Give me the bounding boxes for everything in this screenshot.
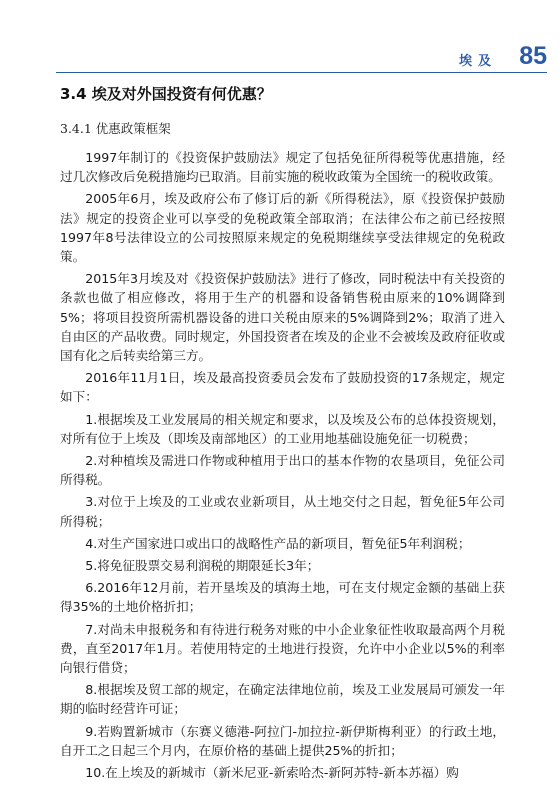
page-header [56,42,547,78]
body-text [60,148,505,785]
paragraph: 1.根据埃及工业发展局的相关规定和要求，以及埃及公布的总体投资规划，对所有位于上埃及（即埃及南部地区）的工业用地基础设施免征一切税费； [60,411,505,446]
paragraph: 6.2016年12月前，若开垦埃及的填海土地，可在支付规定金额的基础上获得35%的土地价格折扣； [60,580,505,615]
paragraph: 10.在上埃及的新城市（新米尼亚-新索哈杰-新阿苏特-新本苏福）购 [85,765,459,781]
paragraph: 3.对位于上埃及的工业或农业新项目，从土地交付之日起，暂免征5年公司所得税； [60,494,505,529]
paragraph: 4.对生产国家进口或出口的战略性产品的新项目，暂免征5年利润税； [85,535,471,551]
paragraph: 2015年3月埃及对《投资保护鼓励法》进行了修改，同时税法中有关投资的条款也做了相应修改，将用于生产的机器和设备销售税由原来的10%调降到5%；将项目投资所需机器设备的进口关税由原来的5%调降到2%；取消了进入自由区的产品收费。同时规定，外国投资者在埃及的企业不会被埃及政府征收或国有化之后转卖给第三方。 [60,271,505,364]
paragraph: 5.将免征股票交易利润税的期限延长3年； [85,558,320,574]
paragraph: 9.若购置新城市（东赛义德港-阿拉门-加拉拉-新伊斯梅利亚）的行政土地，自开工之日起三个月内，在原价格的基础上提供25%的折扣； [60,723,505,758]
subsection-title: 3.4.1 优惠政策框架 [60,121,171,136]
page-number: 85 [519,42,547,70]
paragraph: 2016年11月1日，埃及最高投资委员会发布了鼓励投资的17条规定，规定如下： [60,370,505,405]
paragraph: 2.对种植埃及需进口作物或种植用于出口的基本作物的农垦项目，免征公司所得税。 [60,453,505,488]
paragraph: 2005年6月，埃及政府公布了修订后的新《所得税法》，原《投资保护鼓励法》规定的投资企业可以享受的免税政策全部取消；在法律公布之前已经按照1997年8号法律设立的公司按照原来规定的免税期继续享受法律规定的免税政策。 [60,191,505,265]
header-rule [56,72,547,73]
section-title: 3.4 埃及对外国投资有何优惠？ [60,85,272,103]
header-country-label: 埃及 [458,54,497,69]
paragraph: 7.对尚未申报税务和有待进行税务对账的中小企业象征性收取最高两个月税费，直至2017年1月。若使用特定的土地进行投资，允许中小企业以5%的利率向银行借贷； [60,621,505,676]
paragraph: 1997年制订的《投资保护鼓励法》规定了包括免征所得税等优惠措施，经过几次修改后免税措施均已取消。目前实施的税收政策为全国统一的税收政策。 [60,150,505,185]
paragraph: 8.根据埃及贸工部的规定，在确定法律地位前，埃及工业发展局可颁发一年期的临时经营许可证； [60,682,505,717]
